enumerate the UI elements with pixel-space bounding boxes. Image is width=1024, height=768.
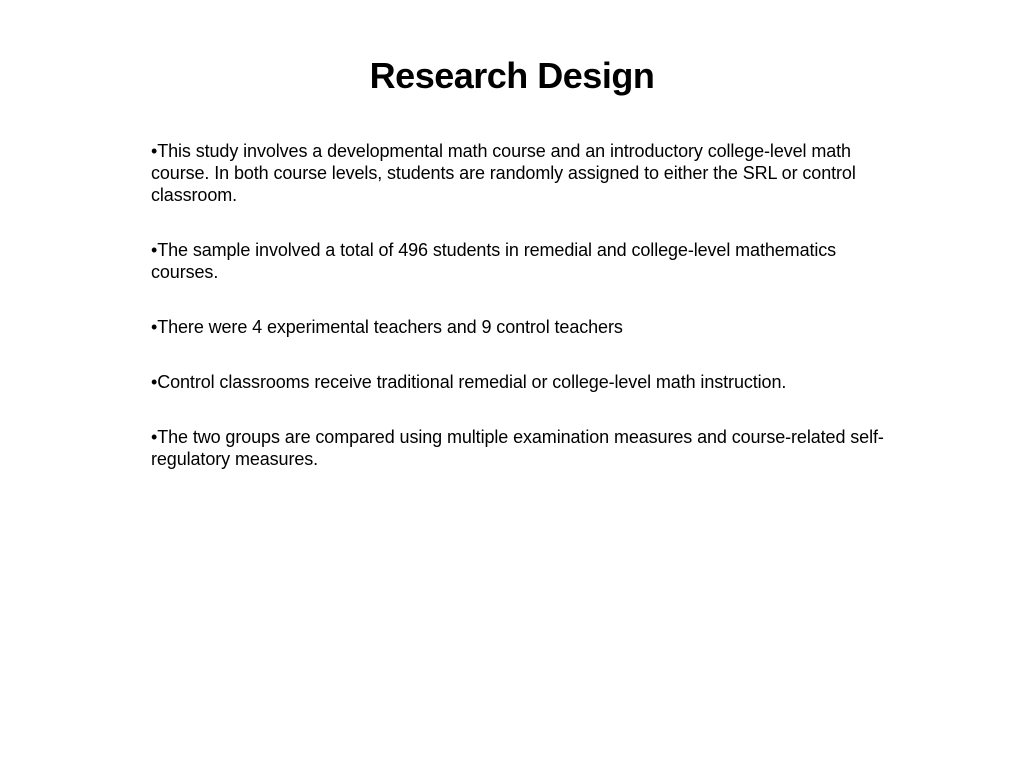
bullet-item-sample	[151, 239, 886, 283]
bullet-item-control-classrooms	[151, 371, 886, 393]
slide-title: Research Design	[369, 55, 655, 96]
bullet-marker: •	[151, 427, 158, 447]
bullet-marker: •	[151, 240, 158, 260]
bullet-marker: •	[151, 317, 158, 337]
bullet-text: The sample involved a total of 496 students in remedial and college-level mathematics courses.	[151, 240, 837, 282]
bullet-item-study-design	[151, 140, 886, 206]
bullet-item-teachers	[151, 316, 886, 338]
bullet-text: This study involves a developmental math course and an introductory college-level math course. In both course levels, students are randomly assigned to either the SRL or control classroom.	[151, 141, 856, 205]
bullet-list	[151, 140, 886, 503]
bullet-text: Control classrooms receive traditional remedial or college-level math instruction.	[157, 372, 787, 392]
bullet-marker: •	[151, 372, 158, 392]
bullet-marker: •	[151, 141, 158, 161]
bullet-text: The two groups are compared using multiple examination measures and course-related self-regulatory measures.	[151, 427, 884, 469]
bullet-item-comparison	[151, 426, 886, 470]
bullet-text: There were 4 experimental teachers and 9 control teachers	[157, 317, 623, 337]
